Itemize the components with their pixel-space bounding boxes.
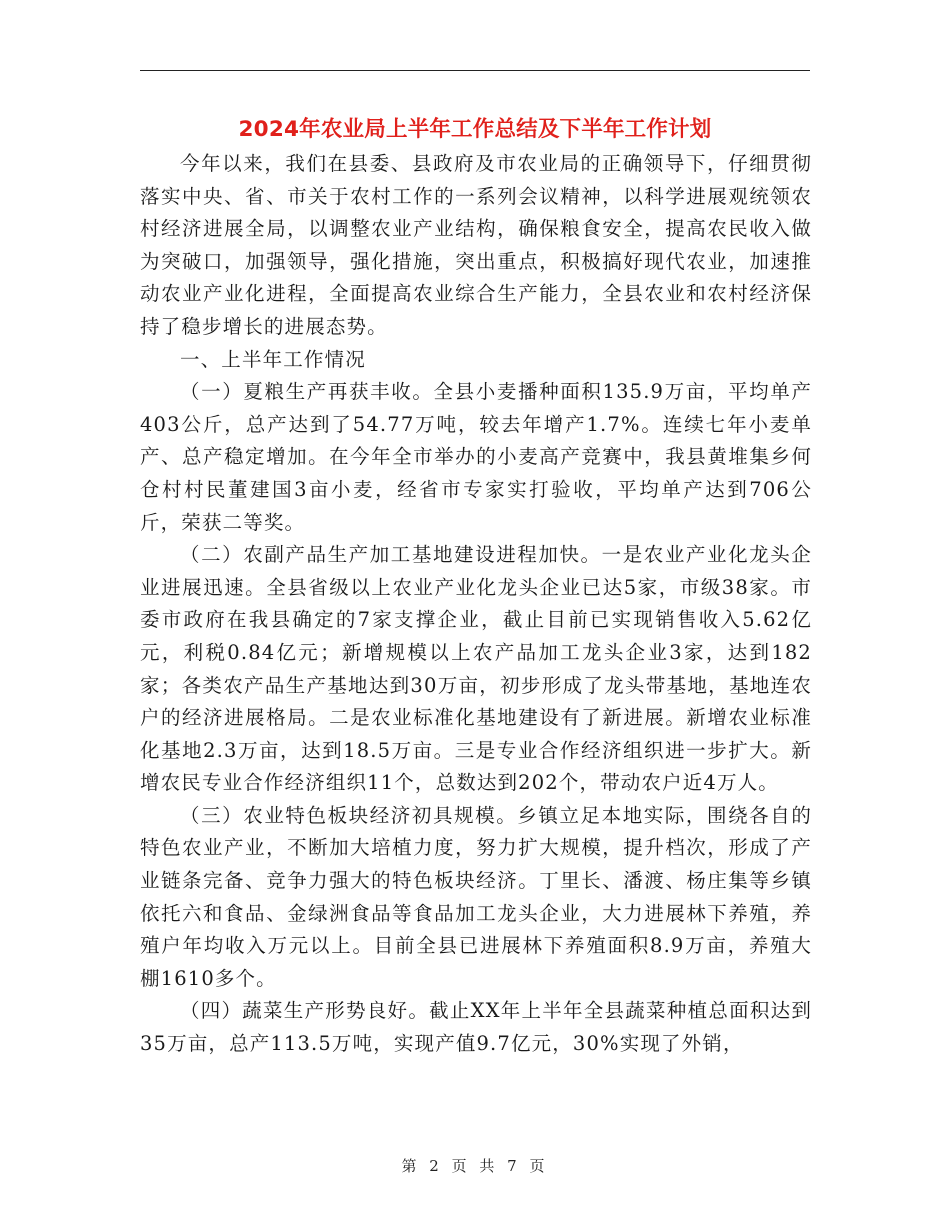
- header-rule: [140, 70, 810, 71]
- paragraph-vegetable-production: （四）蔬菜生产形势良好。截止XX年上半年全县蔬菜种植总面积达到35万亩，总产113.5万吨，实现产值9.7亿元，30%实现了外销，: [140, 999, 812, 1056]
- paragraph-summer-grain: （一）夏粮生产再获丰收。全县小麦播种面积135.9万亩，平均单产403公斤，总产达到了54.77万吨，较去年增产1.7%。连续七年小麦单产、总产稳定增加。在今年全市举办的小麦高产竞赛中，我县黄堆集乡何仓村村民董建国3亩小麦，经省市专家实打验收，平均单产达到706公斤，荣获二等奖。: [140, 380, 812, 534]
- section-heading: 一、上半年工作情况: [180, 347, 366, 371]
- paragraph-featured-economy: （三）农业特色板块经济初具规模。乡镇立足本地实际，围绕各自的特色农业产业，不断加大培植力度，努力扩大规模，提升档次，形成了产业链条完备、竞争力强大的特色板块经济。丁里长、潘渡、杨庄集等乡镇依托六和食品、金绿洲食品等食品加工龙头企业，大力进展林下养殖，养殖户年均收入万元以上。目前全县已进展林下养殖面积8.9万亩，养殖大棚1610多个。: [140, 803, 812, 990]
- document-title: 2024年农业局上半年工作总结及下半年工作计划: [238, 117, 712, 142]
- document-body: [140, 148, 812, 1061]
- intro-paragraph: 今年以来，我们在县委、县政府及市农业局的正确领导下，仔细贯彻落实中央、省、市关于农村工作的一系列会议精神，以科学进展观统领农村经济进展全局，以调整农业产业结构，确保粮食安全，提高农民收入做为突破口，加强领导，强化措施，突出重点，积极搞好现代农业，加速推动农业产业化进程，全面提高农业综合生产能力，全县农业和农村经济保持了稳步增长的进展态势。: [140, 152, 812, 338]
- paragraph-processing-base: （二）农副产品生产加工基地建设进程加快。一是农业产业化龙头企业进展迅速。全县省级以上农业产业化龙头企业已达5家，市级38家。市委市政府在我县确定的7家支撑企业，截止目前已实现销售收入5.62亿元，利税0.84亿元；新增规模以上农产品加工龙头企业3家，达到182家；各类农产品生产基地达到30万亩，初步形成了龙头带基地，基地连农户的经济进展格局。二是农业标准化基地建设有了新进展。新增农业标准化基地2.3万亩，达到18.5万亩。三是专业合作经济组织进一步扩大。新增农民专业合作经济组织11个，总数达到202个，带动农户近4万人。: [140, 543, 812, 795]
- page-number: 第 2 页 共 7 页: [401, 1157, 549, 1175]
